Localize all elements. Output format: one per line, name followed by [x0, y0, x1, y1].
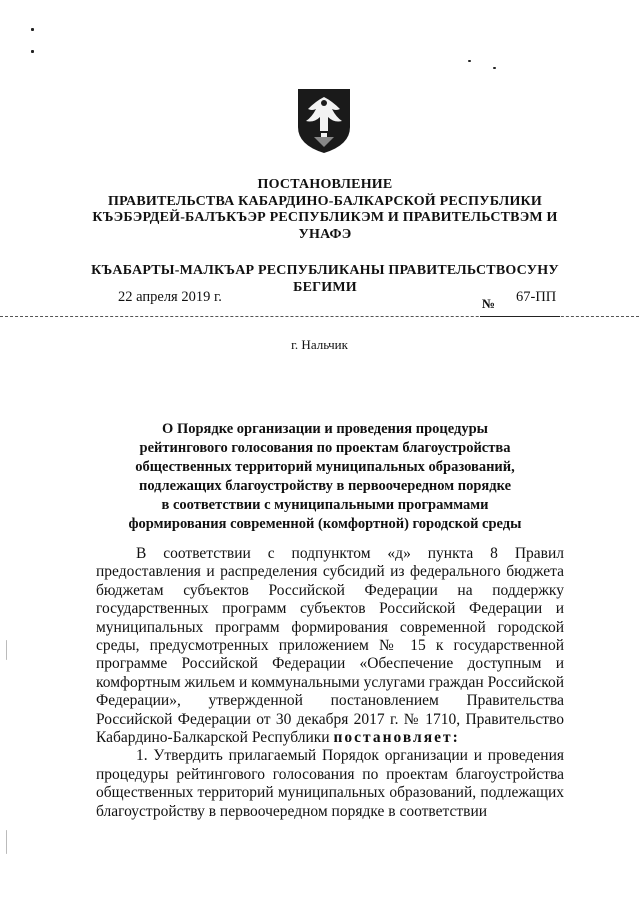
balkar-line-2: БЕГИМИ: [293, 280, 357, 295]
clause-1-paragraph: 1. Утвердить прилагаемый Порядок организации и проведения процедуры рейтингового голосования по проектам благоустройства общественных территорий муниципальных образований, подлежащих благоустройству в первоочередном порядке в соответствии: [96, 747, 564, 820]
title-line: подлежащих благоустройству в первоочередном порядке: [138, 478, 512, 494]
scan-speck: [6, 830, 7, 854]
scan-speck: [6, 640, 7, 660]
scan-speck: [31, 28, 34, 31]
header-block: [80, 176, 570, 210]
decree-heading: ПОСТАНОВЛЕНИЕ: [257, 177, 393, 192]
number-underline: [480, 316, 560, 317]
kabardian-line-2: УНАФЭ: [298, 227, 352, 242]
title-line: в соответствии с муниципальными программами: [161, 497, 489, 513]
title-line: общественных территорий муниципальных образований,: [135, 459, 515, 475]
title-line: рейтингового голосования по проектам благоустройства: [139, 440, 511, 456]
decree-date: 22 апреля 2019 г.: [118, 289, 222, 305]
kabardian-line-1: КЪЭБЭРДЕЙ-БАЛЪКЪЭР РЕСПУБЛИКЭМ И ПРАВИТЕЛЬСТВЭМ И: [92, 210, 558, 225]
kabardian-heading: [80, 209, 570, 243]
decree-body: [96, 545, 564, 821]
coat-of-arms-emblem: [294, 87, 354, 155]
city-name: г. Нальчик: [291, 337, 348, 352]
title-line: О Порядке организации и проведения процедуры: [162, 421, 488, 437]
scan-speck: [493, 67, 496, 69]
decree-word: постановляет:: [333, 729, 460, 747]
scan-speck: [31, 50, 34, 53]
scan-speck: [468, 60, 471, 62]
number-label: №: [482, 296, 496, 311]
title-line: формирования современной (комфортной) городской среды: [128, 516, 522, 532]
preamble-paragraph: [96, 545, 564, 747]
decree-title: [100, 420, 550, 534]
government-name: ПРАВИТЕЛЬСТВА КАБАРДИНО-БАЛКАРСКОЙ РЕСПУБЛИКИ: [107, 194, 543, 209]
decree-number: 67-ПП: [516, 289, 557, 305]
balkar-line-1: КЪАБАРТЫ-МАЛКЪАР РЕСПУБЛИКАНЫ ПРАВИТЕЛЬСТВОСУНУ: [91, 263, 559, 278]
preamble-text: В соответствии с подпунктом «д» пункта 8 Правил предоставления и распределения субсидий из федерального бюджета бюджетам субъектов Российской Федерации на поддержку государственных программ субъектов Российской Федерации и муниципальных программ формирования современной городской среды, предусмотренных приложением № 15 к государственной программе Российской Федерации «Обеспечение доступным и комфортным жильем и коммунальными услугами граждан Российской Федерации», утвержденной постановлением Правительства Российской Федерации от 30 декабря 2017 г. № 1710, Правительство Кабардино-Балкарской Республики: [96, 545, 564, 747]
